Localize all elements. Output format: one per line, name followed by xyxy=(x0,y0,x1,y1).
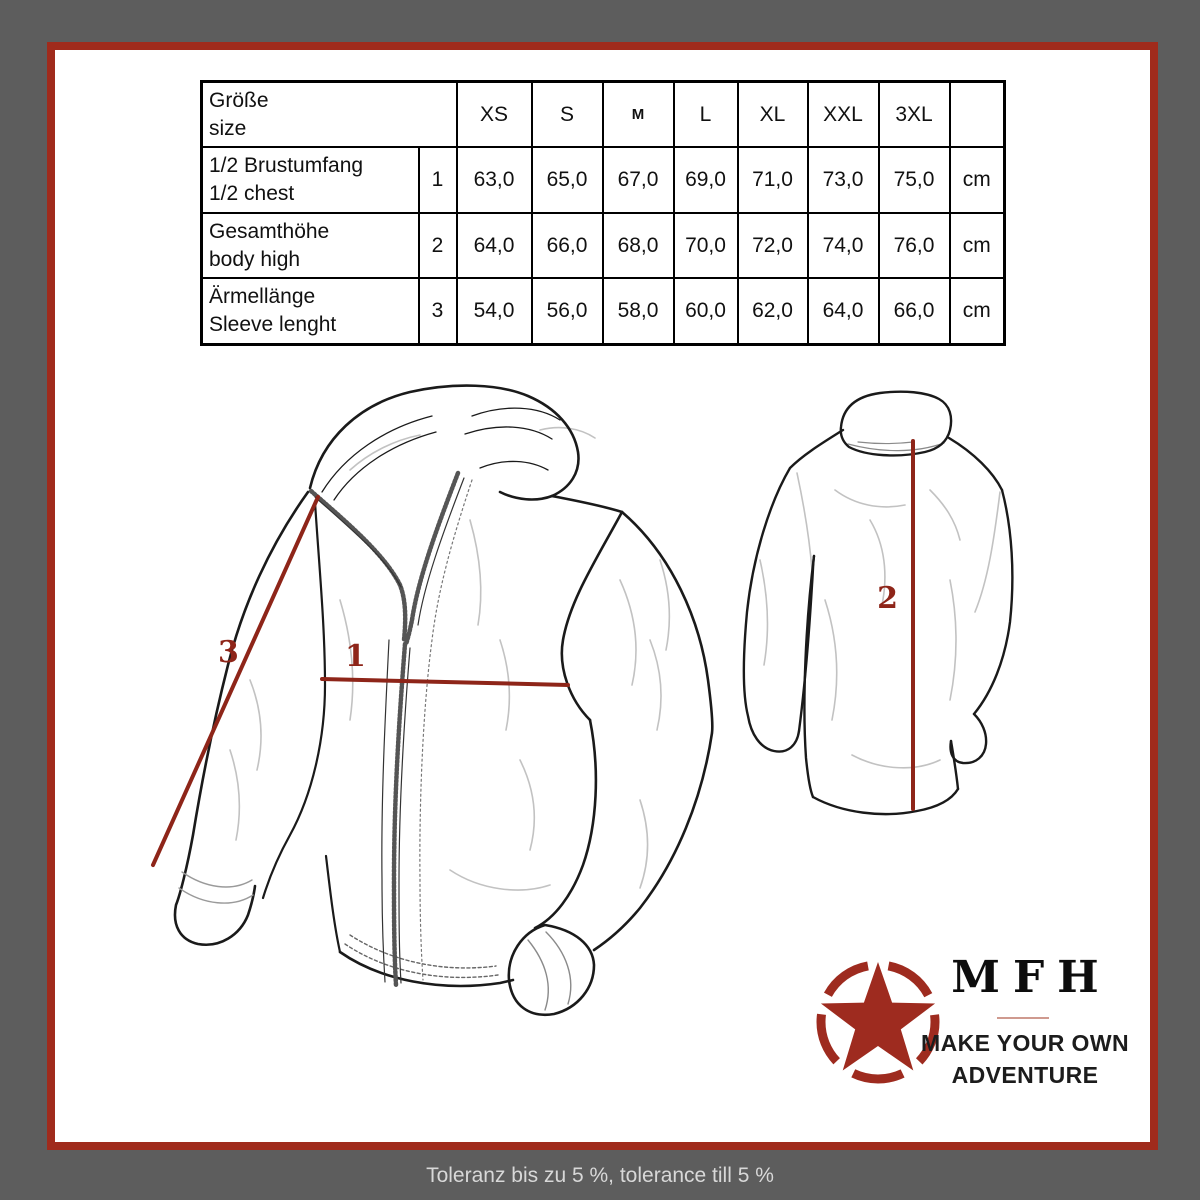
table-row-height xyxy=(202,213,1005,278)
row-height-label-de: Gesamthöhe xyxy=(209,219,330,243)
size-table xyxy=(200,80,1006,346)
header-size-label-en: size xyxy=(209,116,247,140)
height-xxl: 74,0 xyxy=(808,213,879,278)
header-unit-cell xyxy=(950,82,1005,148)
row-height-label xyxy=(202,213,419,278)
size-col-3xl: 3XL xyxy=(879,82,950,148)
sleeve-unit: cm xyxy=(950,278,1005,344)
brand-tagline-line2: ADVENTURE xyxy=(951,1061,1099,1088)
sleeve-xxl: 64,0 xyxy=(808,278,879,344)
row-sleeve-ref: 3 xyxy=(419,278,457,344)
chest-unit: cm xyxy=(950,147,1005,212)
chest-s: 65,0 xyxy=(532,147,603,212)
chest-xl: 71,0 xyxy=(738,147,808,212)
height-m: 68,0 xyxy=(603,213,674,278)
row-chest-label-de: 1/2 Brustumfang xyxy=(209,154,364,178)
row-chest-label xyxy=(202,147,419,212)
tolerance-note: Toleranz bis zu 5 %, tolerance till 5 % xyxy=(426,1164,774,1187)
height-s: 66,0 xyxy=(532,213,603,278)
chest-xs: 63,0 xyxy=(457,147,532,212)
height-measure-label: 2 xyxy=(877,581,898,616)
height-l: 70,0 xyxy=(674,213,738,278)
brand-tagline-line1: MAKE YOUR OWN xyxy=(921,1030,1129,1056)
sleeve-l: 60,0 xyxy=(674,278,738,344)
size-col-m: M xyxy=(603,82,674,148)
brand-divider xyxy=(997,1017,1049,1019)
table-row-chest xyxy=(202,147,1005,212)
brand-tagline xyxy=(915,1028,1135,1091)
size-col-s: S xyxy=(532,82,603,148)
size-col-xxl: XXL xyxy=(808,82,879,148)
row-chest-ref: 1 xyxy=(419,147,457,212)
brand-name: MFH xyxy=(951,952,1112,1003)
header-size-label-de: Größe xyxy=(209,89,269,112)
table-row-sleeve xyxy=(202,278,1005,344)
row-sleeve-label-de: Ärmellänge xyxy=(209,285,316,309)
sleeve-xs: 54,0 xyxy=(457,278,532,344)
row-sleeve-label-en: Sleeve lenght xyxy=(209,313,337,337)
chest-l: 69,0 xyxy=(674,147,738,212)
row-sleeve-label xyxy=(202,278,419,344)
height-xl: 72,0 xyxy=(738,213,808,278)
size-col-xl: XL xyxy=(738,82,808,148)
sleeve-measure-label: 3 xyxy=(218,635,239,670)
row-height-ref: 2 xyxy=(419,213,457,278)
chest-measure-label: 1 xyxy=(345,639,366,674)
row-chest-label-en: 1/2 chest xyxy=(209,182,295,206)
sleeve-3xl: 66,0 xyxy=(879,278,950,344)
chest-m: 67,0 xyxy=(603,147,674,212)
sleeve-m: 58,0 xyxy=(603,278,674,344)
size-col-l: L xyxy=(674,82,738,148)
header-size-label xyxy=(202,82,457,148)
height-unit: cm xyxy=(950,213,1005,278)
sleeve-xl: 62,0 xyxy=(738,278,808,344)
chest-xxl: 73,0 xyxy=(808,147,879,212)
height-3xl: 76,0 xyxy=(879,213,950,278)
sleeve-s: 56,0 xyxy=(532,278,603,344)
row-height-label-en: body high xyxy=(209,247,301,271)
table-header-row xyxy=(202,82,1005,148)
chest-3xl: 75,0 xyxy=(879,147,950,212)
size-col-xs: XS xyxy=(457,82,532,148)
height-xs: 64,0 xyxy=(457,213,532,278)
